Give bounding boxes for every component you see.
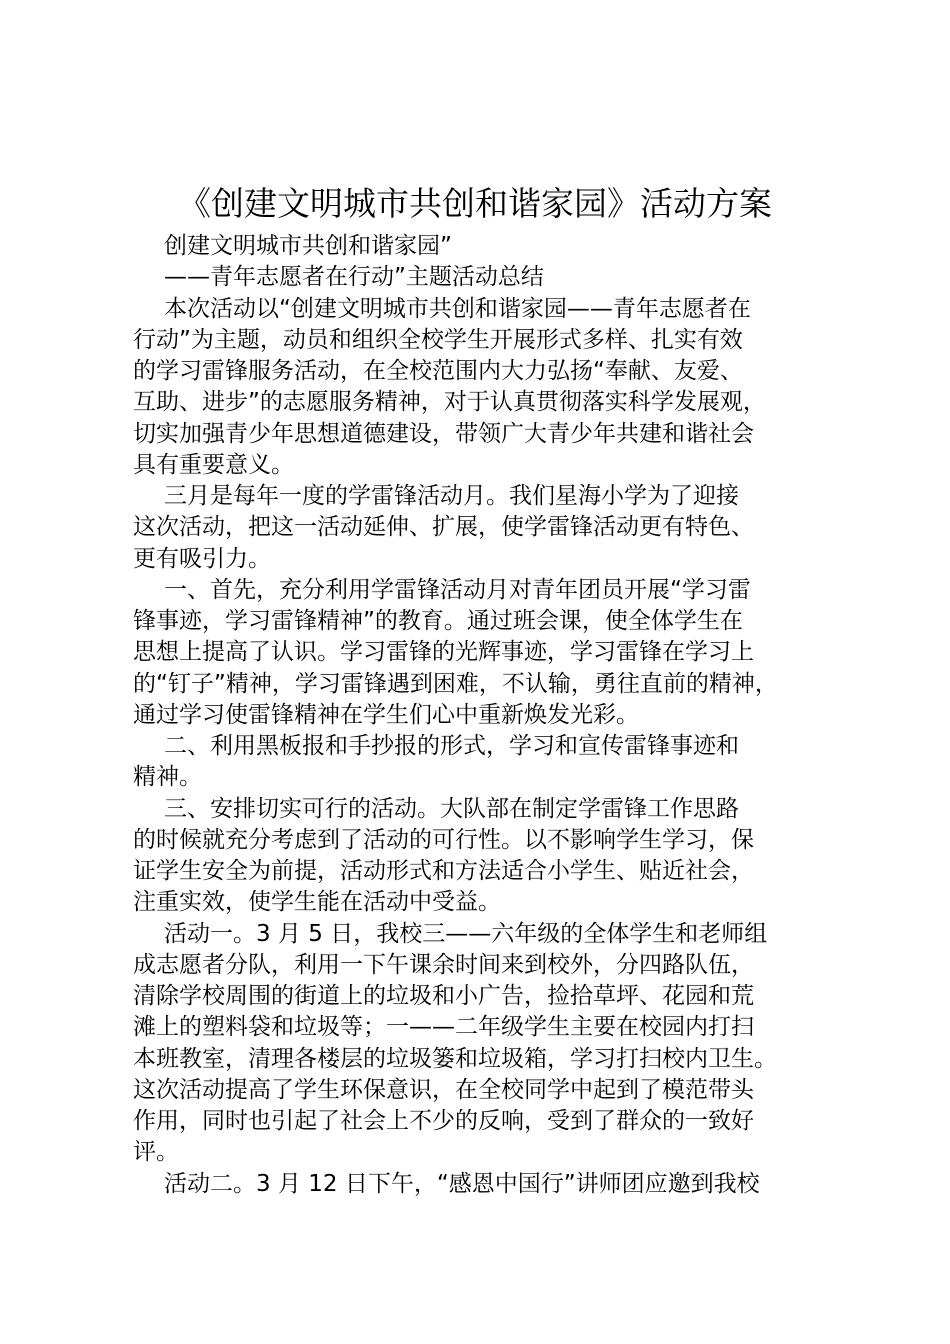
- text-line: 作用，同时也引起了社会上不少的反响，受到了群众的一致好: [133, 1108, 754, 1134]
- text-line: 活动一。3 月 5 日，我校三——六年级的全体学生和老师组: [164, 920, 768, 947]
- text-line: 行动”为主题，动员和组织全校学生开展形式多样、扎实有效: [133, 326, 743, 353]
- text-line: 本班教室，清理各楼层的垃圾篓和垃圾箱，学习打扫校内卫生。: [133, 1045, 777, 1072]
- text-line: 三、安排切实可行的活动。大队部在制定学雷锋工作思路: [164, 795, 739, 822]
- text-line: 的“钉子”精神，学习雷锋遇到困难，不认输，勇往直前的精神，: [133, 670, 778, 697]
- text-line: 的时候就充分考虑到了活动的可行性。以不影响学生学习，保: [133, 826, 754, 853]
- text-line: 一、首先，充分利用学雷锋活动月对青年团员开展“学习雷: [164, 576, 751, 603]
- text-line: 锋事迹，学习雷锋精神”的教育。通过班会课，使全体学生在: [133, 608, 743, 634]
- document-title: 《创建文明城市共创和谐家园》活动方案: [178, 184, 772, 223]
- text-line: 思想上提高了认识。学习雷锋的光辉事迹，学习雷锋在学习上: [133, 639, 754, 666]
- text-line: 具有重要意义。: [133, 451, 294, 478]
- text-line: 通过学习使雷锋精神在学生们心中重新焕发光彩。: [133, 701, 639, 728]
- text-line: 二、利用黑板报和手抄报的形式，学习和宣传雷锋事迹和: [164, 733, 739, 759]
- text-line: ——青年志愿者在行动”主题活动总结: [164, 264, 544, 291]
- text-line: 评。: [133, 1139, 179, 1166]
- text-line: 互助、进步”的志愿服务精神，对于认真贯彻落实科学发展观，: [133, 389, 766, 416]
- text-line: 精神。: [133, 764, 202, 791]
- text-line: 切实加强青少年思想道德建设，带领广大青少年共建和谐社会: [133, 420, 754, 447]
- text-line: 成志愿者分队，利用一下午课余时间来到校外，分四路队伍，: [133, 951, 754, 978]
- text-line: 清除学校周围的街道上的垃圾和小广告，捡拾草坪、花园和荒: [133, 983, 754, 1009]
- text-line: 三月是每年一度的学雷锋活动月。我们星海小学为了迎接: [164, 483, 739, 509]
- text-line: 这次活动，把这一活动延伸、扩展，使学雷锋活动更有特色、: [133, 514, 754, 541]
- text-line: 创建文明城市共创和谐家园”: [164, 233, 452, 259]
- text-line: 更有吸引力。: [133, 545, 271, 572]
- document-body: [133, 231, 845, 1200]
- text-line: 本次活动以“创建文明城市共创和谐家园——青年志愿者在: [164, 295, 751, 322]
- text-line: 证学生安全为前提，活动形式和方法适合小学生、贴近社会，: [133, 858, 754, 884]
- text-line: 的学习雷锋服务活动，在全校范围内大力弘扬“奉献、友爱、: [133, 358, 743, 384]
- text-line: 滩上的塑料袋和垃圾等；一——二年级学生主要在校园内打扫: [133, 1014, 754, 1041]
- text-line: 注重实效，使学生能在活动中受益。: [133, 889, 501, 916]
- text-line: 活动二。3 月 12 日下午，“感恩中国行”讲师团应邀到我校: [164, 1170, 760, 1197]
- text-line: 这次活动提高了学生环保意识，在全校同学中起到了模范带头: [133, 1076, 754, 1103]
